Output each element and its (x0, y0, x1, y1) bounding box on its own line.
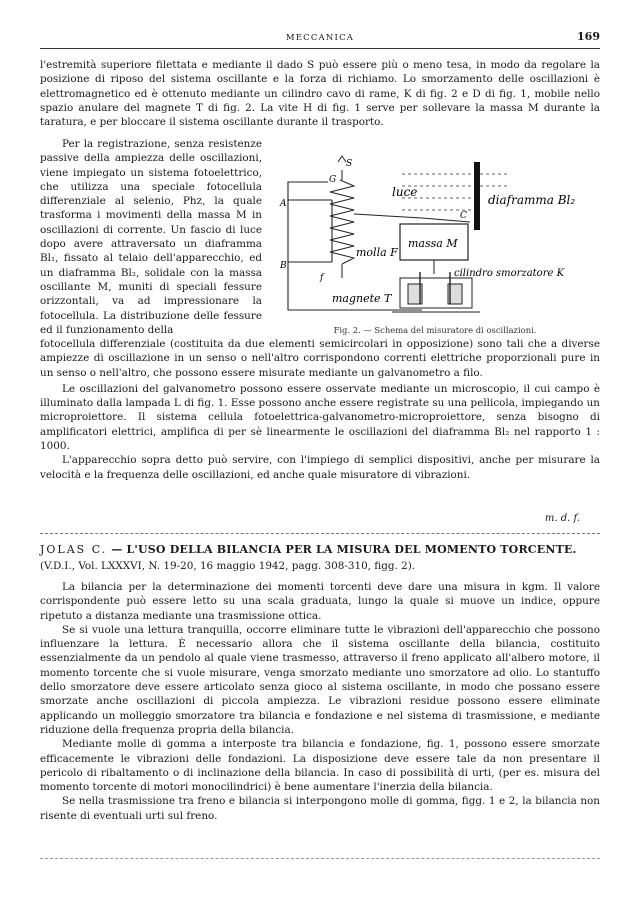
article-paragraph-3: Mediante molle di gomma a interposte tra bilancia e fondazione, fig. 1, possono essere smorzate efficacemente le vibrazioni delle fondazioni. La disposizione deve essere tale da non presentare il pericolo di ribaltamento o di inclinazione della bilancia. In caso di possibilità di urti, (per es. misura del momento torcente di motori monocilindrici) è bene aumentare l'inerzia della bilancia. (40, 738, 600, 794)
article-paragraph-4: Se nella trasmissione tra freno e bilancia si interpongono molle di gomma, figg. 1 e 2, la bilancia non risente di eventuali urti sul freno. (40, 795, 600, 822)
label-s: S (346, 159, 353, 169)
label-c: C (460, 211, 467, 221)
page-number: 169 (577, 30, 600, 43)
fotocellula-paragraph: fotocellula differenziale (costituita da due elementi semicircolari in opposizione) sono tali che a diverse ampiezze di oscillazione in un senso o nell'altro corrispondono correnti elettriche proporzionali pure in un senso o nell'altro, che possono essere misurate mediante un galvanometro a filo. (40, 338, 600, 379)
article-reference: (V.D.I., Vol. LXXXVI, N. 19-20, 16 maggio 1942, pagg. 308-310, figg. 2). (40, 560, 416, 572)
article-body (40, 580, 600, 823)
section-title: MECCANICA (285, 33, 355, 43)
oscillation-meter-schematic (272, 152, 598, 330)
arrow-s-icon (338, 156, 346, 162)
article-paragraph-2: Se si vuole una lettura tranquilla, occorre eliminare tutte le vibrazioni dell'apparecchio che possono influenzare la lettura. È necessario allora che il sistema oscillante della bilancia, costituito essenzialmente da un pendolo al quale viene trasmesso, attraverso il freno applicato all'albero motore, il momento torcente che si vuole misurare, venga smorzato mediante uno smorzatore ad olio. Lo stantuffo dello smorzatore deve essere articolato senza gioco al sistema oscillante, in modo che possano essere smorzate anche oscillazioni di piccola ampiezza. Le vibrazioni residue possono essere eliminate applicando un molleggio smorzatore tra bilancia e fondazione e nel sistema di trasmissione, e mediante riduzione della frequenza propria della bilancia. (40, 623, 600, 736)
bottom-rule (40, 858, 600, 859)
running-header (40, 28, 600, 48)
label-f-small: f (320, 273, 324, 283)
label-massa: massa M (408, 237, 458, 250)
label-a: A (280, 199, 287, 209)
galvanometer-paragraph: Le oscillazioni del galvanometro possono essere osservate mediante un microscopio, il cui campo è illuminato dalla lampada L di fig. 1. Esse possono anche essere registrate su una pellicola, impiegando un microproiettore. Il sistema cellula fotoelettrica-galvanometro-microproiettore, senza bisogno di amplificatori elettrici, amplifica di per sè linearmente le oscillazioni del diaframma Bl₂ nel rapporto 1 : 1000. (40, 382, 600, 453)
article-paragraph-1: La bilancia per la determinazione dei momenti torcenti deve dare una misura in kgm. Il valore corrispondente può essere letto su una scala graduata, lungo la quale si muove un indice, oppure ripetuto a distanza mediante una trasmissione ottica. (40, 581, 600, 622)
continued-text-block (40, 337, 600, 482)
diaphragm-bl2 (474, 162, 480, 230)
article-heading (40, 543, 600, 556)
spring-f (330, 180, 354, 264)
article-separator (40, 533, 600, 534)
figure-caption: Fig. 2. — Schema del misuratore di oscillazioni. (333, 325, 537, 335)
author-initials: m. d. f. (544, 513, 580, 524)
label-molla: molla F (356, 246, 398, 259)
header-rule (40, 48, 600, 49)
top-paragraph-block (40, 58, 600, 129)
wrapped-text-column (40, 137, 262, 337)
label-b: B (280, 261, 287, 271)
article-author: JOLAS C. (40, 543, 108, 556)
article-title: — L'USO DELLA BILANCIA PER LA MISURA DEL MOMENTO TORCENTE. (111, 543, 577, 556)
apparatus-paragraph: L'apparecchio sopra detto può servire, con l'impiego di semplici dispositivi, anche per misurare la velocità e la frequenza delle oscillazioni, ed anche quale misuratore di vibrazioni. (40, 454, 600, 481)
label-magnete: magnete T (332, 292, 392, 305)
top-paragraph: l'estremità superiore filettata e mediante il dado S può essere più o meno tesa, in modo da regolare la posizione di riposo del sistema oscillante e la forza di richiamo. Lo smorzamento delle oscillazioni è elettromagnetico ed è ottenuto mediante un cilindro cavo di rame, K di fig. 2 e D di fig. 1, mobile nello spazio anulare del magnete T di fig. 2. La vite H di fig. 1 serve per sollevare la massa M durante la taratura, e per bloccare il sistema oscillante durante il trasporto. (40, 59, 600, 129)
figure-2-diagram (272, 152, 598, 330)
label-cilindro: cilindro smorzatore K (454, 268, 565, 279)
label-g: G (329, 175, 337, 185)
label-luce: luce (392, 185, 418, 199)
registration-paragraph: Per la registrazione, senza resistenze passive della ampiezza delle oscillazioni, viene impiegato un sistema fotoelettrico, che utilizza una speciale fotocellula differenziale al selenio, Phz, la quale trasforma i movimenti della massa M in oscillazioni di corrente. Un fascio di luce dopo avere attraversato un diaframma Bl₁, fissato al telaio dell'apparecchio, ed un diaframma Bl₂, solidale con la massa oscillante M, muniti di speciali fessure orizzontali, va ad impressionare la fotocellula. La distribuzione delle fessure ed il funzionamento della (40, 138, 262, 336)
label-diaframma: diaframma Bl₂ (488, 193, 576, 207)
